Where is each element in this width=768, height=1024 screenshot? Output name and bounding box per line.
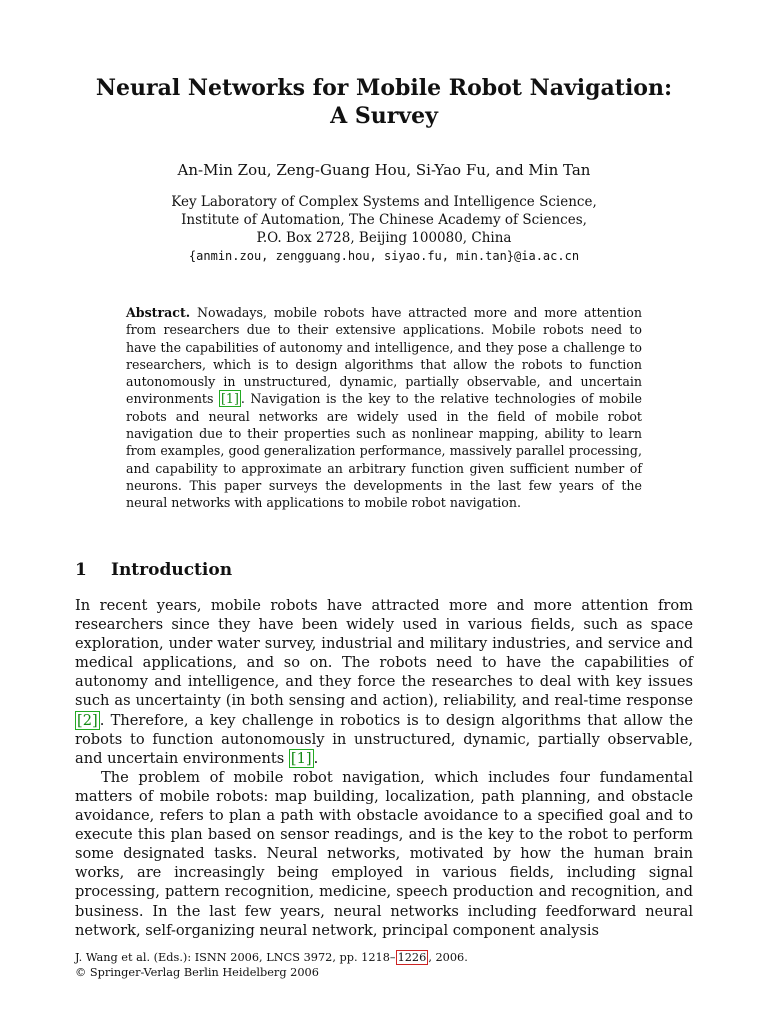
affiliation-line-3: P.O. Box 2728, Beijing 100080, China bbox=[256, 230, 512, 246]
citation-link[interactable]: [1] bbox=[221, 391, 239, 407]
paragraph-1-part-2: . Therefore, a key challenge in robotics is to design algorithms that allow the robots to function autonomously in unstructured, dynamic, partially observable, and uncertain environments bbox=[75, 711, 693, 767]
footer-citation-part-1: J. Wang et al. (Eds.): ISNN 2006, LNCS 3972, pp. 1218– bbox=[75, 951, 396, 964]
paragraph-1-part-1: In recent years, mobile robots have attracted more and more attention from researchers since they have been widely used in various fields, such as space exploration, under water survey, industrial and military industries, and service and medical applications, and so on. The robots need to have the capabilities of autonomy and intelligence, and they force the researches to deal with key issues such as uncertainty (in both sensing and action), reliability, and real-time response bbox=[75, 597, 693, 710]
section-heading bbox=[75, 559, 232, 581]
abstract-text-part-2: . Navigation is the key to the relative technologies of mobile robots and neural networks are widely used in the field of mobile robot navigation due to their properties such as nonlinear mapping, ability to learn from examples, good generalization performance, massively parallel processing, and capability to approximate an arbitrary function given sufficient number of neurons. This paper surveys the developments in the last few years of the neural networks with applications to mobile robot navigation. bbox=[126, 391, 642, 511]
author-list: An-Min Zou, Zeng-Guang Hou, Si-Yao Fu, and Min Tan bbox=[177, 161, 591, 179]
affiliation-line-1: Key Laboratory of Complex Systems and Intelligence Science, bbox=[171, 194, 597, 210]
author-emails: {anmin.zou, zengguang.hou, siyao.fu, min.tan}@ia.ac.cn bbox=[188, 249, 580, 263]
section-title: Introduction bbox=[111, 560, 233, 580]
section-number: 1 bbox=[75, 560, 87, 580]
paper-title bbox=[0, 74, 768, 130]
paragraph-2: The problem of mobile robot navigation, which includes four fundamental matters of mobile robots: map building, localization, path planning, and obstacle avoidance, refers to plan a path with obstacle avoidance to a specified goal and to execute this plan based on sensor readings, and is the key to the robot to perform some designated tasks. Neural networks, motivated by how the human brain works, are increasingly being employed in various fields, including signal processing, pattern recognition, medicine, speech production and recognition, and business. In the last few years, neural networks including feedforward neural network, self-organizing neural network, principal component analysis bbox=[75, 768, 693, 939]
page-footer bbox=[75, 950, 693, 980]
abstract bbox=[126, 304, 642, 512]
citation-link[interactable]: [2] bbox=[77, 711, 98, 729]
title-line-2: A Survey bbox=[330, 103, 438, 129]
title-line-1: Neural Networks for Mobile Robot Navigation: bbox=[95, 75, 673, 101]
page-range-link[interactable]: 1226 bbox=[397, 951, 427, 964]
footer-citation-part-2: , 2006. bbox=[428, 951, 468, 964]
copyright-line: © Springer-Verlag Berlin Heidelberg 2006 bbox=[75, 966, 319, 979]
citation-link[interactable]: [1] bbox=[290, 749, 312, 767]
paragraph-1-part-3: . bbox=[313, 749, 319, 767]
footer-citation bbox=[75, 950, 693, 965]
affiliation-block bbox=[0, 193, 768, 265]
abstract-text-part-1: Nowadays, mobile robots have attracted more and more attention from researchers due to their extensive applications. Mobile robots need to have the capabilities of autonomy and intelligence, and they pose a challenge to researchers, which is to design algorithms that allow the robots to function autonomously in unstructured, dynamic, partially observable, and uncertain environments bbox=[126, 305, 642, 407]
paragraph-1 bbox=[75, 596, 693, 768]
affiliation-line-2: Institute of Automation, The Chinese Academy of Sciences, bbox=[181, 212, 587, 228]
abstract-label: Abstract. bbox=[126, 305, 191, 320]
body-text bbox=[75, 596, 693, 940]
